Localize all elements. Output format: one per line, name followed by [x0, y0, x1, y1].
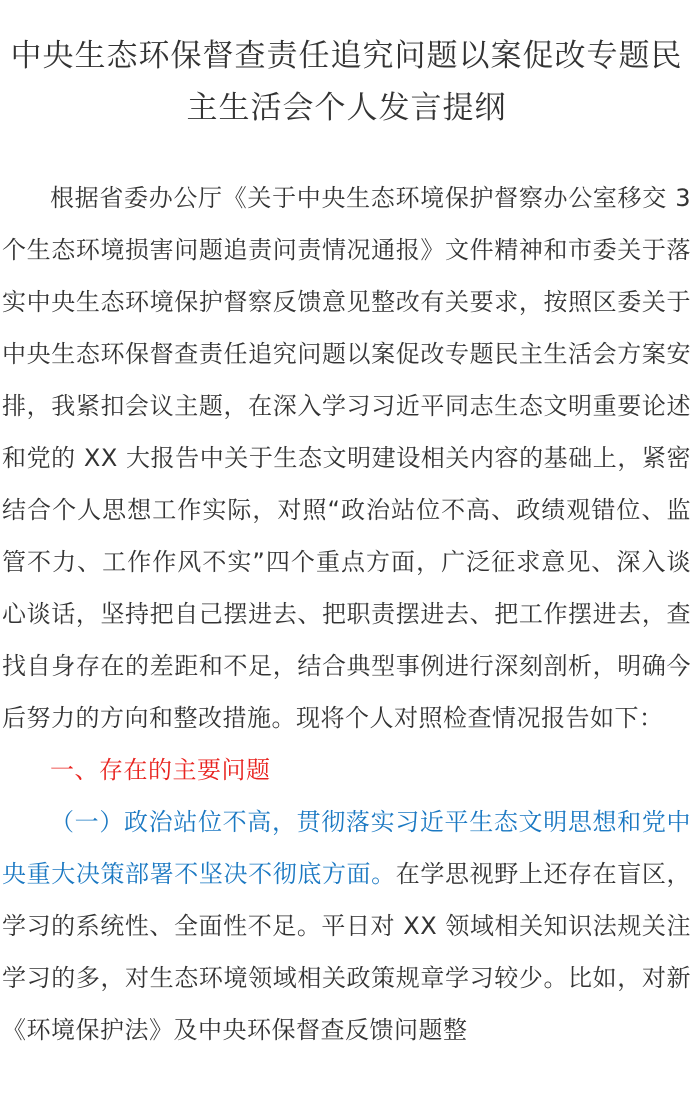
document-title: 中央生态环保督查责任追究问题以案促改专题民主生活会个人发言提纲 [10, 38, 683, 126]
subsection-text: 在学思视野上还存在盲区，学习的系统性、全面性不足。平日对 XX 领域相关知识法规关注学习的多，对生态环境领域相关政策规章学习较少。比如，对新《环境保护法》及中央环保督查反馈问题整 [2, 860, 692, 1044]
intro-paragraph: 根据省委办公厅《关于中央生态环境保护督察办公室移交 3 个生态环境损害问题追责问责情况通报》文件精神和市委关于落实中央生态环境保护督察反馈意见整改有关要求，按照区委关于中央生态环保督查责任追究问题以案促改专题民主生活会方案安排，我紧扣会议主题，在深入学习习近平同志生态文明重要论述和党的 XX 大报告中关于生态文明建设相关内容的基础上，紧密结合个人思想工作实际，对照“政治站位不高、政绩观错位、监管不力、工作作风不实”四个重点方面，广泛征求意见、深入谈心谈话，坚持把自己摆进去、把职责摆进去、把工作摆进去，查找自身存在的差距和不足，结合典型事例进行深刻剖析，明确今后努力的方向和整改措施。现将个人对照检查情况报告如下： [2, 184, 691, 732]
document-body [2, 172, 691, 1056]
section-heading: 一、存在的主要问题 [50, 756, 271, 784]
subsection-paragraph [2, 796, 691, 1056]
subsection-heading: （一）政治站位不高，贯彻落实习近平生态文明思想和党中央重大决策部署不坚决不彻底方面。 [2, 808, 691, 888]
